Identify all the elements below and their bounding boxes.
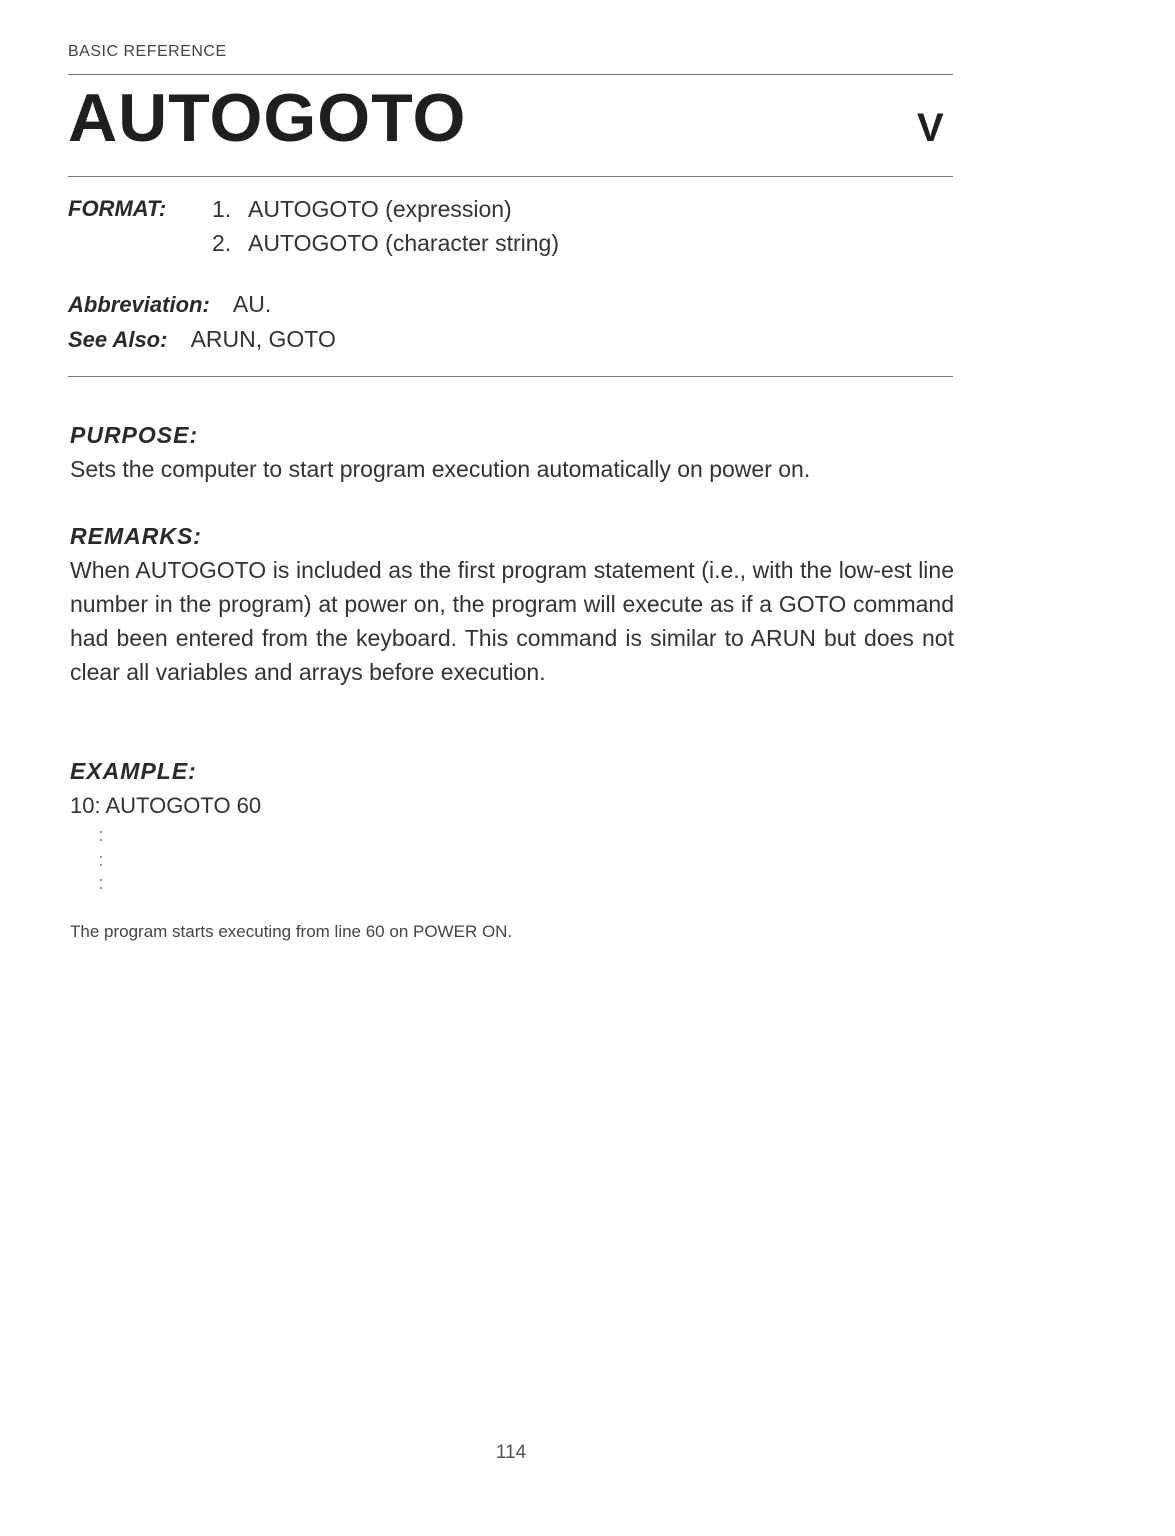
format-item — [212, 192, 812, 226]
ellipsis-dot — [100, 879, 102, 881]
purpose-text: Sets the computer to start program execution automatically on power on. — [70, 456, 811, 482]
example-code-line: 10: AUTOGOTO 60 — [70, 793, 262, 818]
ellipsis-dot — [100, 864, 102, 866]
ellipsis-dot — [100, 839, 102, 841]
command-title: AUTOGOTO — [68, 80, 467, 156]
abbreviation-label: Abbreviation: — [68, 292, 210, 317]
format-label: FORMAT: — [68, 196, 167, 221]
remarks-text: When AUTOGOTO is included as the first program statement (i.e., with the low-est line number in the program) at power on, the program will execute as if a GOTO command had been entered from the keyboard. This command is similar to ARUN but does not clear all variables and arrays before execution. — [70, 557, 954, 685]
ellipsis-dot — [100, 856, 102, 858]
example-note: The program starts executing from line 60 on POWER ON. — [70, 922, 513, 941]
meta-divider — [68, 376, 953, 377]
format-item-text: AUTOGOTO (expression) — [248, 196, 512, 222]
title-divider — [68, 176, 953, 177]
remarks-heading: REMARKS: — [70, 523, 202, 549]
header-divider — [68, 74, 953, 75]
see-also-label: See Also: — [68, 327, 168, 352]
ellipsis-dot — [100, 887, 102, 889]
running-head: BASIC REFERENCE — [68, 43, 227, 60]
format-item — [212, 226, 812, 260]
example-heading: EXAMPLE: — [70, 758, 197, 784]
purpose-heading: PURPOSE: — [70, 422, 199, 448]
see-also-value: ARUN, GOTO — [190, 326, 336, 352]
page-number: 114 — [495, 1442, 527, 1463]
see-also-row — [68, 326, 336, 353]
abbreviation-row — [68, 291, 271, 318]
model-tag: V — [917, 106, 944, 150]
ellipsis-dot — [100, 831, 102, 833]
format-list — [212, 192, 812, 260]
format-item-number: 2. — [212, 230, 232, 256]
format-item-number: 1. — [212, 196, 232, 222]
abbreviation-value: AU. — [232, 291, 272, 317]
format-item-text: AUTOGOTO (character string) — [248, 230, 559, 256]
